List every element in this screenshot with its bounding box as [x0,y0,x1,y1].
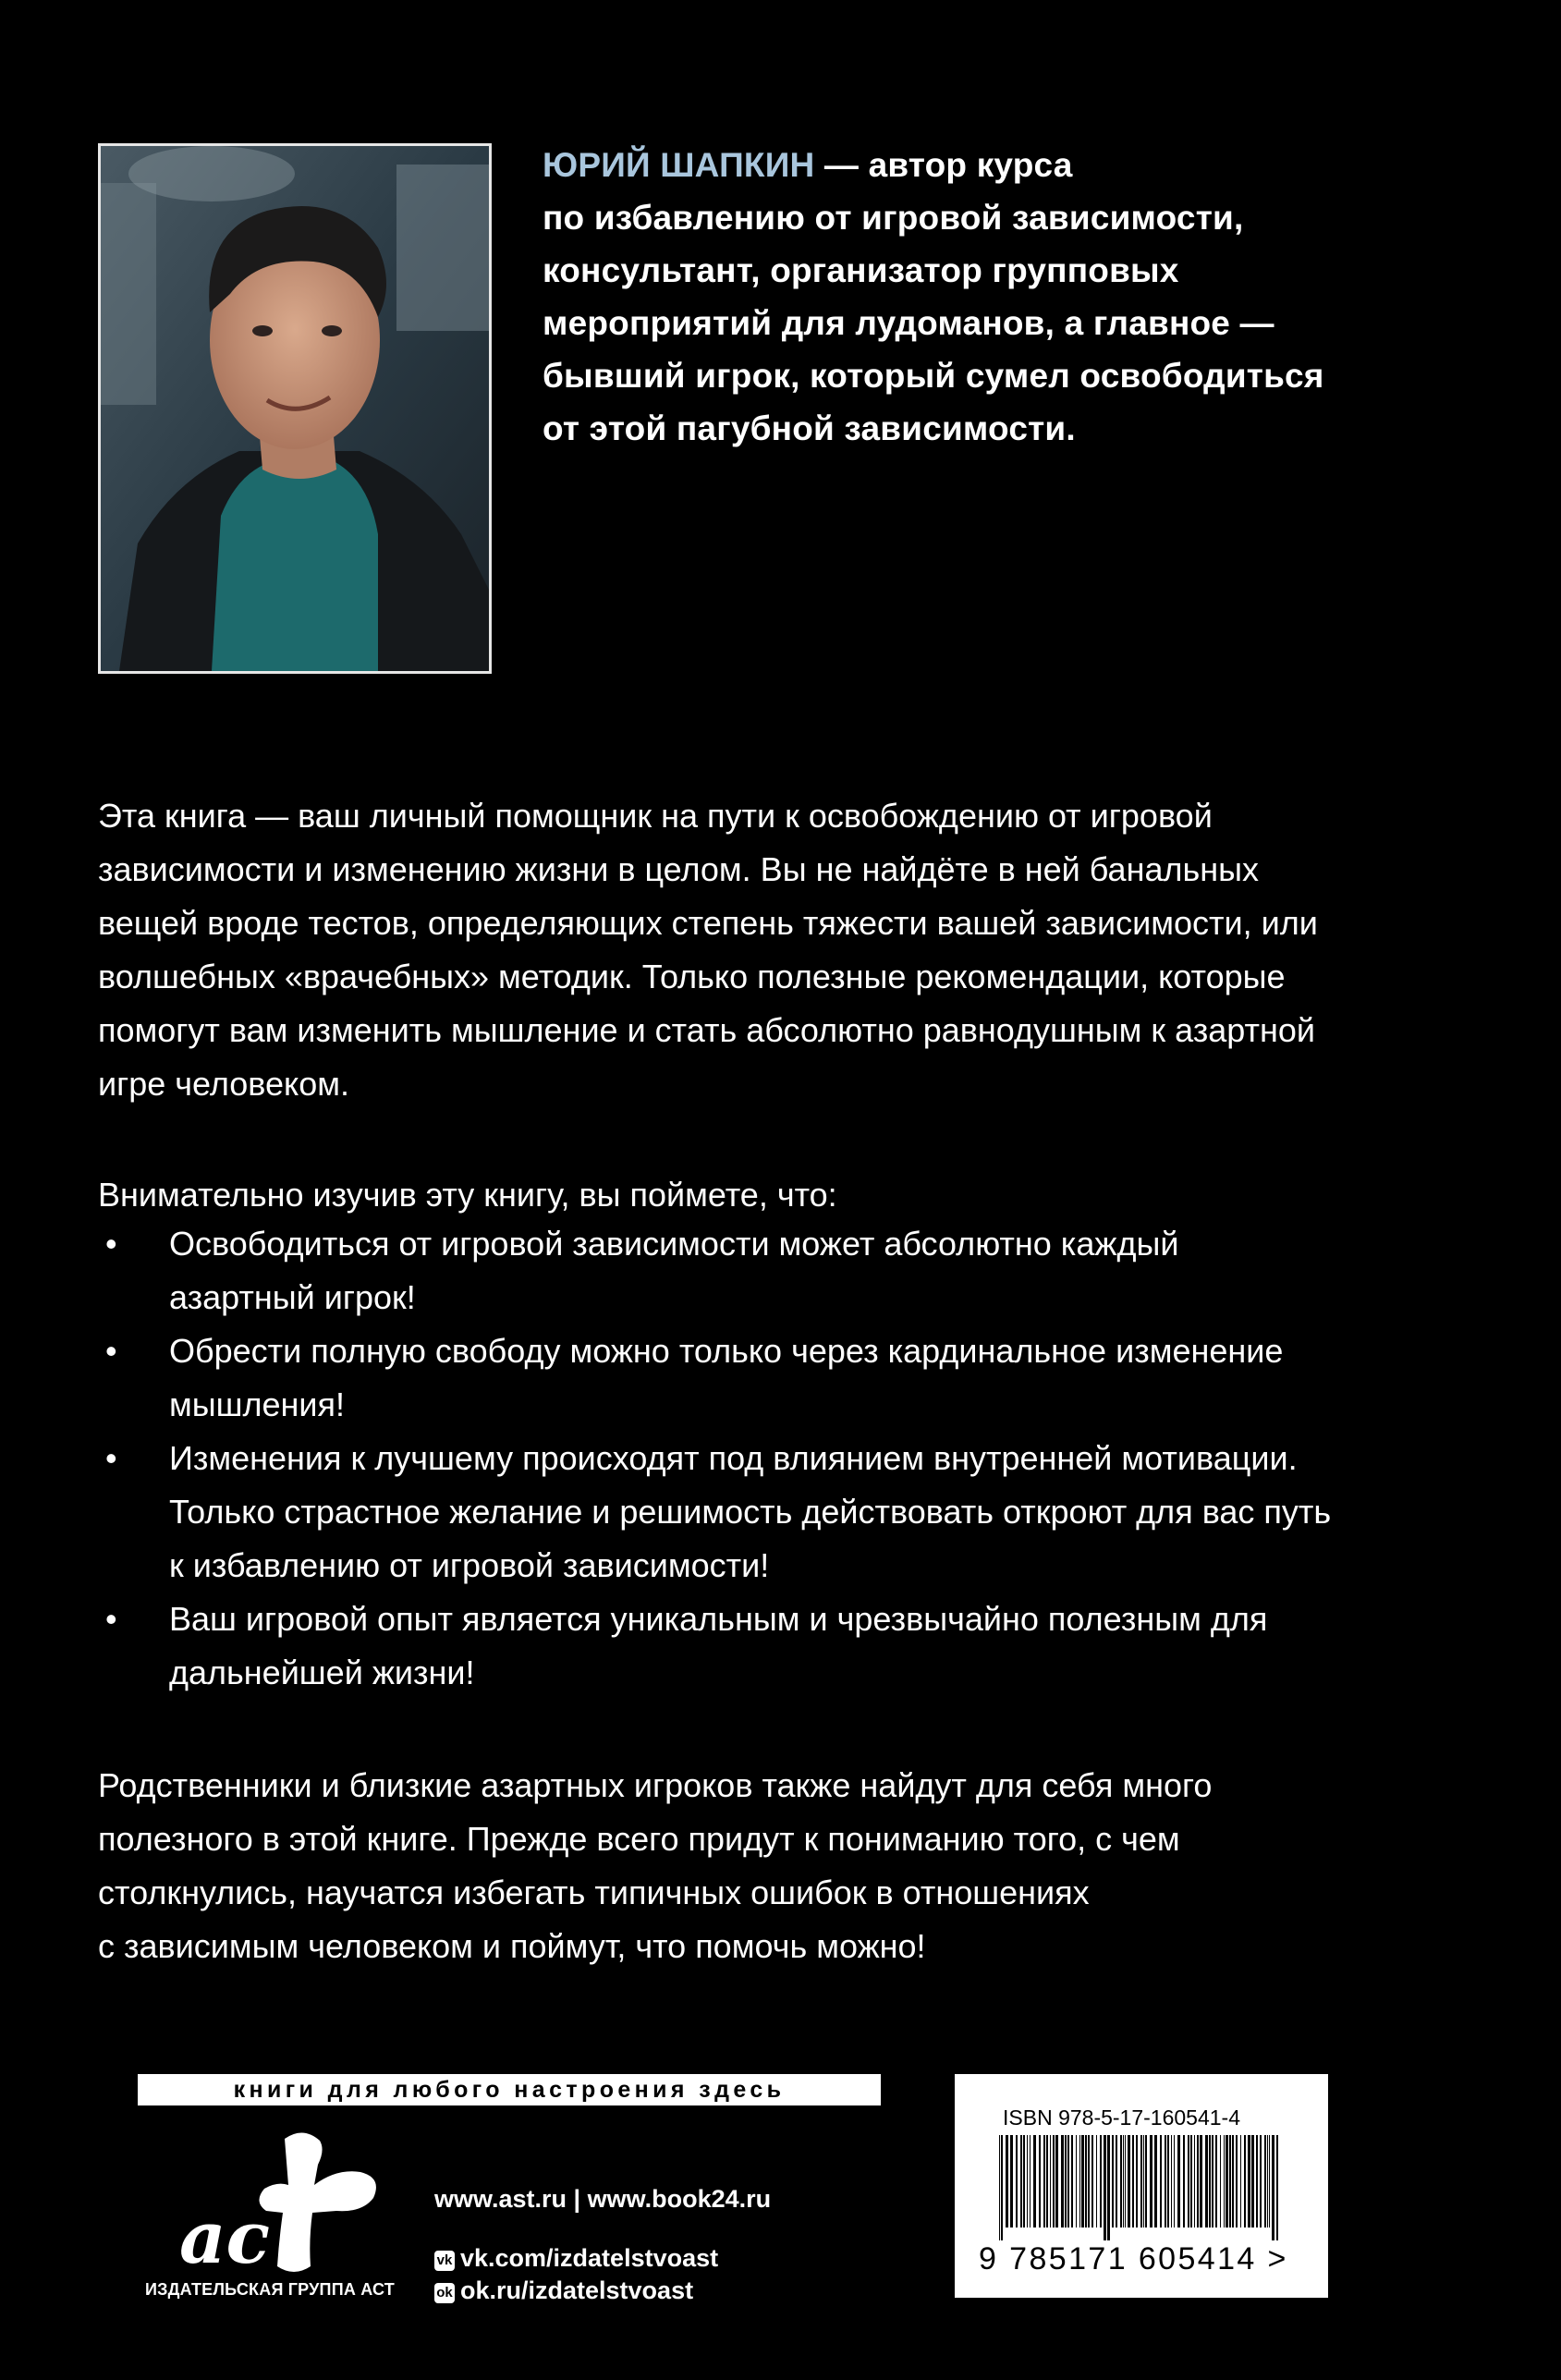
barcode-bar [1039,2135,1041,2227]
author-portrait-image [101,146,489,671]
barcode-bar [1215,2135,1217,2227]
barcode-bar [1229,2135,1231,2227]
website-links[interactable]: www.ast.ru | www.book24.ru [434,2185,772,2213]
barcode-bar [1165,2135,1166,2227]
author-photo [98,143,492,674]
ast-logo-icon [155,2128,400,2285]
barcode-bar [1088,2135,1090,2227]
barcode-bar [1010,2135,1013,2227]
barcode-bar [1209,2135,1211,2227]
barcode-bar [1006,2135,1008,2227]
barcode-bar [1132,2135,1134,2227]
barcode-bar [1055,2135,1058,2227]
isbn-number: ISBN 978-5-17-160541-4 [1003,2105,1240,2130]
barcode-bar [1226,2135,1228,2227]
barcode-bar [1061,2135,1064,2227]
barcode-bar [1232,2135,1234,2227]
barcode-bar [999,2135,1000,2240]
barcode-bar [1150,2135,1152,2227]
barcode-bar [1030,2135,1031,2227]
bullet-list [98,1217,1447,1700]
social-link-vk[interactable]: vk vk.com/izdatelstvoast [434,2244,718,2273]
barcode-bar [1079,2135,1080,2227]
barcode-bar [1125,2135,1126,2227]
paragraph-line: столкнулись, научатся избегать типичных ошибок в отношениях [98,1873,1090,1911]
barcode-bar [1260,2135,1262,2227]
barcode-bar [1116,2135,1117,2227]
barcode-bar [1071,2135,1073,2227]
barcode-bar [1244,2135,1246,2227]
barcode-bar [1076,2135,1077,2227]
author-bio-line: бывший игрок, который сумел освободиться [543,357,1324,395]
barcode-bar [1171,2135,1172,2227]
bullet-icon: • [105,1332,117,1370]
paragraph-line: полезного в этой книге. Прежде всего придут к пониманию того, с чем [98,1820,1180,1858]
barcode-bar [1174,2135,1175,2227]
list-intro: Внимательно изучив эту книгу, вы поймете, что: [98,1176,837,1214]
tagline-banner: книги для любого настроения здесь [138,2074,881,2105]
bullet-icon: • [105,1225,117,1263]
closing-paragraph [98,1759,1420,1973]
barcode-panel [955,2074,1328,2298]
paragraph-line: Эта книга — ваш личный помощник на пути к освобождению от игровой [98,797,1213,835]
paragraph-line: волшебных «врачебных» методик. Только полезные рекомендации, которые [98,958,1286,995]
barcode-bar [1188,2135,1189,2227]
barcode-bar [1276,2135,1278,2240]
barcode-bar [1104,2135,1106,2240]
barcode-bar [1091,2135,1093,2227]
barcode-bar [1100,2135,1102,2227]
barcode-bar [1081,2135,1084,2227]
barcode-bar [1145,2135,1147,2227]
barcode-bar [1197,2135,1199,2227]
barcode-bar [1096,2135,1097,2227]
author-bio-line: мероприятий для лудоманов, а главное — [543,304,1274,342]
barcode-bar [1043,2135,1045,2227]
list-item: • Изменения к лучшему происходят под влиянием внутренней мотивации. Только страстное желание и решимость действовать откроют для вас путь к избавлению от игровой зависимости! [98,1432,1447,1593]
barcode-bar [1240,2135,1241,2227]
ean-digits: 9 785171 605414 > [979,2241,1288,2276]
barcode-bar [1256,2135,1258,2227]
barcode-bar [1190,2135,1192,2227]
barcode-bar [1154,2135,1157,2227]
barcode-bar [1085,2135,1087,2227]
barcode-bar [1001,2135,1003,2240]
barcode-bar [1269,2135,1270,2227]
author-bio-line: от этой пагубной зависимости. [543,409,1076,447]
barcode-bar [1140,2135,1142,2227]
barcode-bar [1120,2135,1122,2227]
barcode-bar [1128,2135,1130,2227]
barcode-bar [1220,2135,1221,2227]
barcode-bar [1167,2135,1169,2227]
barcode-bar [1033,2135,1036,2227]
barcode-bar [1046,2135,1048,2227]
author-bio-line: ЮРИЙ ШАПКИН — автор курса [543,146,1073,184]
bullet-icon: • [105,1439,117,1477]
barcode-bar [1236,2135,1238,2227]
intro-paragraph [98,789,1420,1111]
barcode-bar [1067,2135,1069,2227]
paragraph-line: игре человеком. [98,1065,349,1103]
paragraph-line: вещей вроде тестов, определяющих степень тяжести вашей зависимости, или [98,904,1318,942]
barcode-bar [1205,2135,1208,2227]
barcode-bar [1027,2135,1028,2227]
list-item: • Освободиться от игровой зависимости может абсолютно каждый азартный игрок! [98,1217,1447,1324]
social-link-ok[interactable]: ok ok.ru/izdatelstvoast [434,2276,693,2305]
author-bio-line: консультант, организатор групповых [543,251,1179,289]
list-item: • Ваш игровой опыт является уникальным и чрезвычайно полезным для дальнейшей жизни! [98,1593,1447,1700]
barcode-bar [1023,2135,1025,2227]
barcode-bar [1123,2135,1124,2227]
barcode-bar [1050,2135,1051,2227]
barcode-bar [1160,2135,1162,2227]
barcode-bar [1143,2135,1144,2227]
bullet-icon: • [105,1600,117,1638]
barcode-bar [1183,2135,1185,2227]
barcode-bar [1251,2135,1254,2227]
barcode-bar [1177,2135,1180,2227]
barcode-bar [1264,2135,1266,2227]
paragraph-line: Родственники и близкие азартных игроков также найдут для себя много [98,1766,1213,1804]
barcode-bar [1200,2135,1202,2227]
barcode-bar [1272,2135,1274,2240]
paragraph-line: зависимости и изменению жизни в целом. Вы не найдёте в ней банальных [98,850,1259,888]
author-bio [543,139,1485,455]
barcode-bar [1224,2135,1225,2227]
barcode-bar [1194,2135,1195,2227]
barcode-bar [1136,2135,1138,2227]
author-name: ЮРИЙ ШАПКИН [543,146,815,184]
paragraph-line: помогут вам изменить мышление и стать абсолютно равнодушным к азартной [98,1011,1316,1049]
author-bio-line: по избавлению от игровой зависимости, [543,199,1244,237]
barcode-bar [1112,2135,1114,2227]
paragraph-line: с зависимым человеком и поймут, что помочь можно! [98,1927,926,1965]
ok-icon: ok [434,2283,455,2303]
barcode-bar [1065,2135,1067,2227]
barcode-image [995,2135,1287,2240]
logo-text: ac [179,2196,271,2280]
list-item: • Обрести полную свободу можно только через кардинальное изменение мышления! [98,1324,1447,1432]
barcode-bar [1212,2135,1213,2227]
barcode-bar [1020,2135,1022,2227]
barcode-bar [1248,2135,1250,2227]
barcode-bar [1107,2135,1110,2240]
publisher-name: ИЗДАТЕЛЬСКАЯ ГРУППА АСТ [145,2280,395,2299]
barcode-bar [1053,2135,1055,2227]
barcode-bar [1016,2135,1018,2227]
vk-icon: vk [434,2251,455,2271]
barcode-bar [1267,2135,1268,2227]
